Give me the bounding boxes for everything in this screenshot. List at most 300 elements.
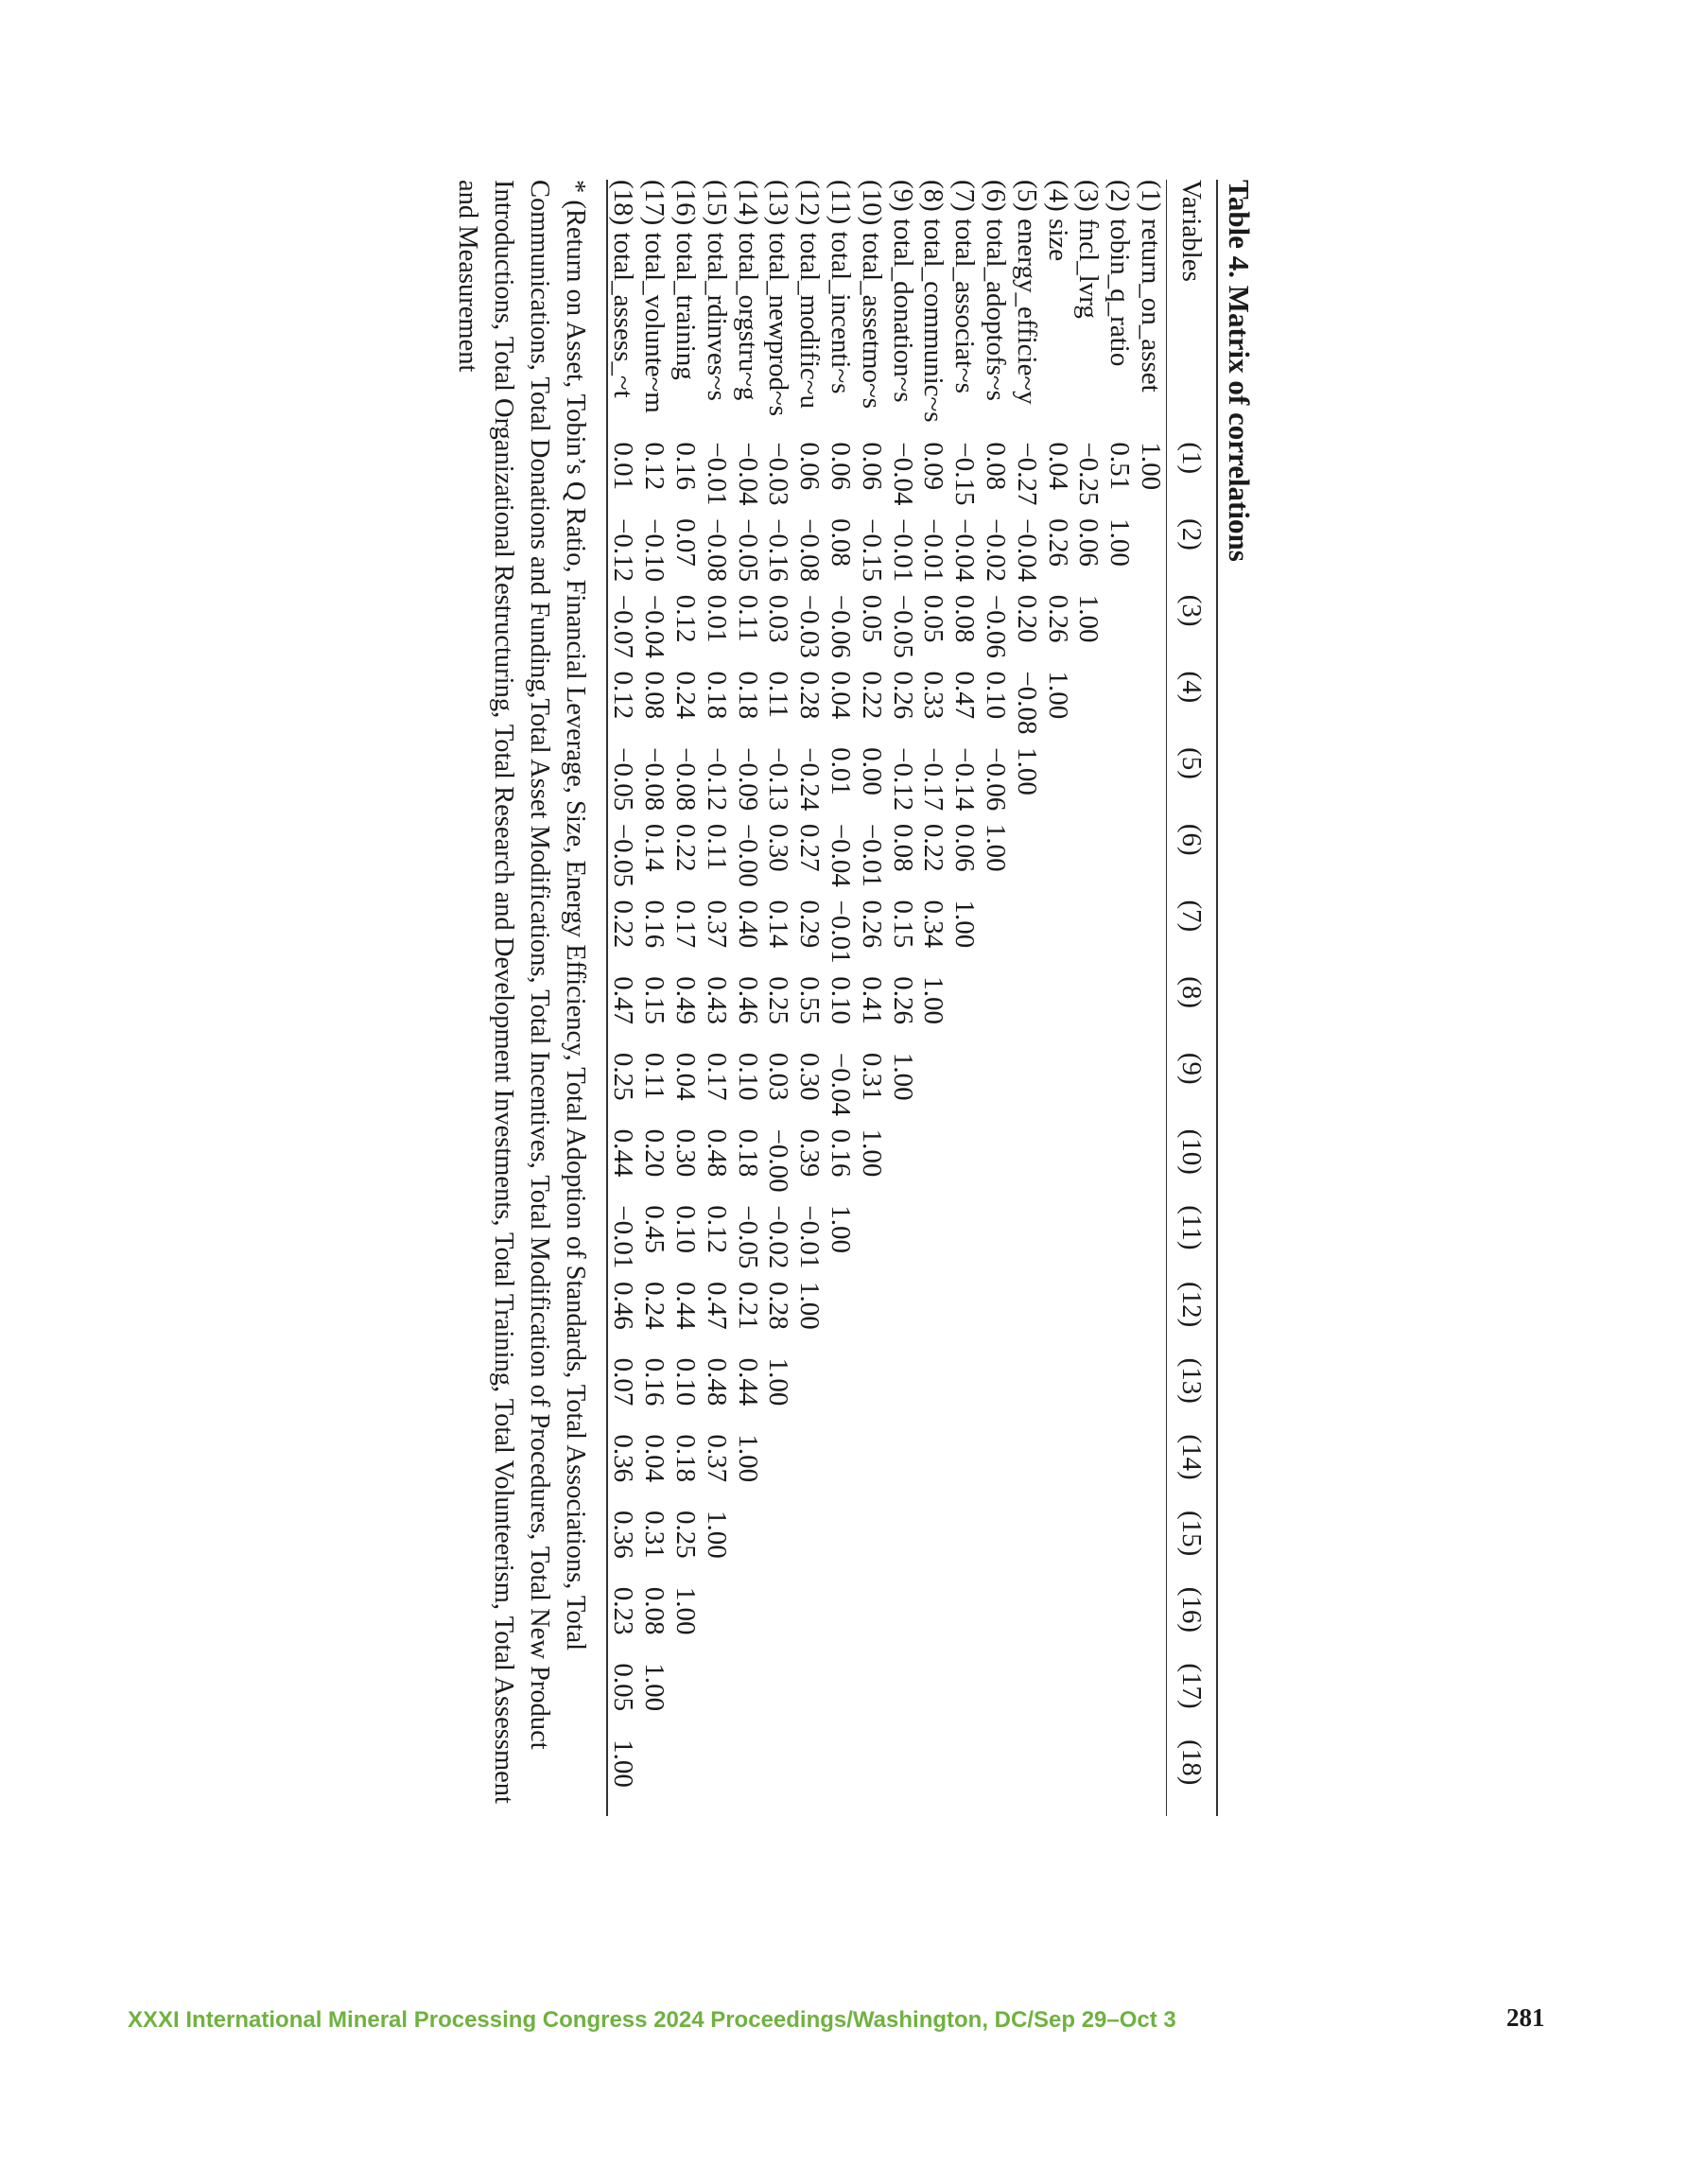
table-cell — [793, 1434, 825, 1511]
column-header: (16) — [1167, 1587, 1218, 1664]
table-cell — [1104, 1587, 1135, 1664]
table-cell: 1.00 — [763, 1357, 794, 1406]
table-cell: 0.01 — [826, 747, 857, 795]
table-cell: 0.18 — [701, 671, 732, 720]
table-cell: 0.25 — [607, 1053, 639, 1129]
table-cell — [980, 976, 1011, 1053]
table-cell — [1135, 595, 1166, 672]
table-cell: 0.47 — [701, 1281, 732, 1330]
table-cell: 0.08 — [639, 671, 670, 720]
table-cell — [887, 1739, 918, 1816]
table-cell — [825, 1358, 856, 1435]
table-cell — [856, 1739, 887, 1816]
row-label: (2) tobin_q_ratio — [1104, 180, 1136, 367]
table-cell — [701, 1739, 732, 1816]
row-label: (17) total_volunte~m — [639, 180, 670, 413]
table-cell — [732, 1663, 763, 1739]
table-cell: −0.00 — [763, 1128, 794, 1193]
table-cell: −0.02 — [981, 518, 1012, 583]
table-cell: 0.12 — [607, 671, 639, 747]
page-number: 281 — [1506, 2003, 1545, 2032]
table-cell — [1135, 1663, 1166, 1739]
table-cell — [1073, 1282, 1104, 1358]
table-cell: 0.12 — [670, 594, 702, 643]
table-cell: 0.26 — [856, 900, 887, 949]
table-cell — [1011, 1587, 1042, 1664]
table-cell: 0.06 — [856, 442, 887, 491]
table-cell — [980, 1358, 1011, 1435]
table-cell: −0.09 — [732, 747, 763, 812]
table-cell: −0.12 — [701, 747, 732, 812]
table-cell — [1104, 1282, 1135, 1358]
table-cell: 0.04 — [826, 671, 857, 720]
table-cell — [1135, 671, 1166, 747]
table-cell — [1042, 1129, 1073, 1206]
table-cell — [918, 1129, 949, 1206]
table-cell: 0.01 — [607, 442, 639, 518]
table-cell: 0.26 — [887, 976, 918, 1024]
table-cell — [1104, 1663, 1135, 1739]
table-cell: 0.37 — [701, 1434, 732, 1483]
table-cell: 0.05 — [607, 1663, 639, 1739]
table-cell — [1011, 1358, 1042, 1435]
column-header: (3) — [1167, 595, 1218, 672]
table-cell — [887, 1358, 918, 1435]
table-cell: −0.01 — [887, 518, 918, 583]
table-cell: −0.07 — [607, 595, 639, 672]
table-cell — [1042, 900, 1073, 977]
table-cell — [763, 1587, 794, 1664]
table-cell — [825, 1282, 856, 1358]
table-cell: 0.22 — [856, 671, 887, 720]
table-cell — [887, 1587, 918, 1664]
table-cell: −0.06 — [826, 594, 857, 658]
column-header: (5) — [1167, 747, 1218, 824]
table-cell: 0.06 — [1073, 518, 1104, 567]
table-cell — [918, 1663, 949, 1739]
table-cell: 0.25 — [763, 976, 794, 1024]
column-header: (4) — [1167, 671, 1218, 747]
table-cell: −0.13 — [763, 747, 794, 812]
table-cell — [980, 1511, 1011, 1587]
column-header: (1) — [1167, 442, 1218, 518]
table-cell: 1.00 — [887, 1052, 918, 1101]
table-cell — [793, 1663, 825, 1739]
table-cell — [887, 1129, 918, 1206]
table-body — [607, 180, 1167, 1816]
table-cell: 0.03 — [763, 1052, 794, 1101]
table-cell — [1011, 900, 1042, 977]
table-cell — [1042, 1511, 1073, 1587]
table-row — [1135, 180, 1166, 1816]
table-cell — [1135, 976, 1166, 1053]
table-cell: 1.00 — [670, 1586, 702, 1635]
table-cell — [1042, 824, 1073, 900]
table-cell: 1.00 — [1136, 442, 1166, 491]
table-cell: 0.06 — [826, 442, 857, 491]
table-cell: 1.00 — [1073, 594, 1104, 643]
table-cell — [1042, 1434, 1073, 1511]
column-header: (14) — [1167, 1434, 1218, 1511]
table-cell: 1.00 — [949, 900, 981, 949]
table-cell — [701, 1663, 732, 1739]
table-cell — [948, 976, 980, 1053]
table-cell: −0.04 — [826, 1052, 857, 1116]
variables-header: Variables — [1167, 180, 1218, 442]
table-cell: −0.05 — [607, 747, 639, 824]
table-cell — [980, 1739, 1011, 1816]
table-cell — [793, 1587, 825, 1664]
table-cell — [1135, 1205, 1166, 1282]
table-cell — [825, 1587, 856, 1664]
table-cell: 0.14 — [763, 900, 794, 949]
row-label: (8) total_communic~s — [918, 180, 949, 423]
table-cell — [1135, 1282, 1166, 1358]
table-cell: −0.25 — [1073, 442, 1104, 506]
row-label: (18) total_assess_~t — [607, 180, 639, 442]
table-cell: −0.04 — [732, 442, 763, 506]
table-cell — [856, 1358, 887, 1435]
table-cell: 0.45 — [639, 1205, 670, 1254]
table-cell: −0.10 — [639, 518, 670, 583]
table-cell: 0.30 — [763, 823, 794, 872]
table-cell — [1073, 1511, 1104, 1587]
table-cell: −0.05 — [887, 594, 918, 658]
table-cell — [701, 1587, 732, 1664]
table-cell: −0.04 — [887, 442, 918, 506]
table-cell — [1042, 747, 1073, 824]
row-label: (14) total_orgstru~g — [732, 180, 763, 401]
column-header: (8) — [1167, 976, 1218, 1053]
table-cell — [1073, 1129, 1104, 1206]
table-cell — [1135, 1434, 1166, 1511]
row-label: (4) size — [1042, 180, 1073, 262]
table-cell — [1073, 1205, 1104, 1282]
table-cell: 0.10 — [670, 1357, 702, 1406]
table-cell — [948, 1587, 980, 1664]
table-cell — [856, 1663, 887, 1739]
table-cell: 0.08 — [826, 518, 857, 567]
table-cell: −0.01 — [856, 823, 887, 887]
table-cell — [1135, 900, 1166, 977]
table-cell — [1104, 900, 1135, 977]
table-cell: −0.08 — [639, 747, 670, 812]
table-cell — [1073, 671, 1104, 747]
table-cell: 0.09 — [918, 442, 949, 491]
table-cell — [1011, 1739, 1042, 1816]
table-cell — [763, 1663, 794, 1739]
table-cell — [980, 1282, 1011, 1358]
table-cell: 0.15 — [639, 976, 670, 1024]
table-row — [607, 180, 639, 1816]
column-header: (6) — [1167, 824, 1218, 900]
table-cell — [1073, 976, 1104, 1053]
table-cell — [1042, 976, 1073, 1053]
table-cell — [1104, 824, 1135, 900]
table-cell — [1042, 1587, 1073, 1664]
row-label: (1) return_on_asset — [1136, 180, 1166, 393]
column-header: (10) — [1167, 1129, 1218, 1206]
table-cell: 0.48 — [701, 1128, 732, 1178]
table-cell: 0.07 — [670, 518, 702, 567]
table-cell: 0.26 — [1042, 518, 1073, 567]
table-cell: 0.20 — [639, 1128, 670, 1178]
table-cell — [670, 1739, 701, 1816]
table-cell — [670, 1663, 701, 1739]
table-cell: 1.00 — [856, 1128, 887, 1178]
table-cell — [1104, 1205, 1135, 1282]
table-cell — [918, 1358, 949, 1435]
table-cell — [856, 1434, 887, 1511]
column-header: (2) — [1167, 518, 1218, 595]
table-cell: 0.47 — [949, 671, 981, 720]
table-cell: 0.31 — [639, 1511, 670, 1559]
table-cell: 0.11 — [639, 1052, 670, 1100]
table-cell — [918, 1205, 949, 1282]
table-cell: 0.20 — [1011, 594, 1042, 643]
table-cell — [1104, 747, 1135, 824]
table-cell — [1073, 1358, 1104, 1435]
table-cell — [1073, 1587, 1104, 1664]
table-cell: −0.08 — [1011, 671, 1042, 735]
table-cell: 1.00 — [732, 1434, 763, 1483]
table-cell: 0.55 — [794, 976, 826, 1024]
row-label: (16) total_training — [670, 180, 702, 380]
table-cell: −0.15 — [856, 518, 887, 583]
table-cell: −0.02 — [763, 1205, 794, 1269]
row-label: (13) total_newprod~s — [763, 180, 794, 417]
table-cell: 0.51 — [1104, 442, 1136, 491]
table-row — [763, 180, 794, 1816]
table-cell: 0.21 — [732, 1281, 763, 1330]
table-cell: 0.18 — [732, 1128, 763, 1178]
table-cell — [1135, 747, 1166, 824]
table-cell — [793, 1358, 825, 1435]
table-cell: 0.17 — [670, 900, 702, 949]
table-cell: −0.06 — [981, 747, 1012, 812]
table-cell: 0.07 — [607, 1358, 639, 1435]
table-cell — [980, 1663, 1011, 1739]
table-cell: −0.04 — [949, 518, 981, 583]
table-cell: −0.12 — [887, 747, 918, 812]
table-cell: −0.01 — [918, 518, 949, 583]
table-cell: 0.23 — [607, 1587, 639, 1664]
table-cell: 0.22 — [670, 823, 702, 872]
table-cell: 0.18 — [732, 671, 763, 720]
table-cell: 0.11 — [701, 823, 732, 871]
table-cell — [1073, 824, 1104, 900]
table-cell — [918, 1511, 949, 1587]
column-header: (7) — [1167, 900, 1218, 977]
table-cell — [980, 1129, 1011, 1206]
table-cell — [1135, 1358, 1166, 1435]
table-cell — [1011, 1434, 1042, 1511]
table-cell — [825, 1663, 856, 1739]
table-cell — [948, 1129, 980, 1206]
table-cell — [1104, 1511, 1135, 1587]
table-cell: 0.11 — [732, 594, 763, 642]
table-cell — [1011, 1053, 1042, 1129]
table-cell: −0.24 — [794, 747, 826, 812]
table-cell: 0.04 — [639, 1434, 670, 1483]
table-cell — [918, 1587, 949, 1664]
table-cell — [918, 1739, 949, 1816]
table-cell: −0.05 — [732, 1205, 763, 1269]
table-cell: 0.39 — [794, 1128, 826, 1178]
table-cell — [1135, 1511, 1166, 1587]
table-cell — [1104, 595, 1135, 672]
table-row — [638, 180, 670, 1816]
table-cell — [1073, 1663, 1104, 1739]
table-cell: −0.04 — [1011, 518, 1042, 583]
correlation-table — [606, 180, 1218, 1816]
table-cell: 0.22 — [607, 900, 639, 977]
table-cell: 0.34 — [918, 900, 949, 949]
table-cell: −0.08 — [670, 747, 702, 812]
table-cell — [732, 1739, 763, 1816]
table-cell — [1135, 1587, 1166, 1664]
table-cell: 0.11 — [763, 671, 794, 719]
table-cell: 0.44 — [670, 1281, 702, 1330]
table-cell — [1135, 824, 1166, 900]
table-cell: 0.22 — [918, 823, 949, 872]
table-cell: −0.12 — [607, 518, 639, 595]
table-row — [825, 180, 856, 1816]
table-cell — [948, 1434, 980, 1511]
table-row — [918, 180, 949, 1816]
table-row — [980, 180, 1011, 1816]
table-cell — [1011, 1205, 1042, 1282]
table-cell: 0.15 — [887, 900, 918, 949]
table-footnote: * (Return on Asset, Tobin’s Q Ratio, Financial Leverage, Size, Energy Efficiency, Total Adoption of Standards, Total Associations, Total Communications, Total Donations and Funding,Total Asset Modifications, Total Incentives, Total Modification of Procedures, Total New Product Introductions, Total Organizational Restructuring, Total Research and Development Investments, Total Training, Total Volunteerism, Total Assessment and Measurement — [452, 180, 590, 1804]
table-cell — [1042, 1663, 1073, 1739]
table-row — [1042, 180, 1073, 1816]
table-cell: −0.27 — [1011, 442, 1042, 506]
table-cell: 0.12 — [639, 442, 670, 491]
table-cell — [948, 1053, 980, 1129]
table-cell — [793, 1739, 825, 1816]
table-cell — [1011, 1663, 1042, 1739]
table-cell — [887, 1511, 918, 1587]
column-header: (17) — [1167, 1663, 1218, 1739]
table-cell — [763, 1434, 794, 1511]
table-cell — [887, 1282, 918, 1358]
table-cell — [825, 1511, 856, 1587]
table-row — [887, 180, 918, 1816]
table-cell: −0.08 — [701, 518, 732, 583]
row-label: (10) total_assetmo~s — [856, 180, 887, 410]
table-cell — [1011, 824, 1042, 900]
table-cell — [763, 1739, 794, 1816]
table-header-row — [1167, 180, 1218, 1816]
table-cell: 0.08 — [949, 594, 981, 643]
table-cell — [1073, 1434, 1104, 1511]
table-cell — [1073, 1053, 1104, 1129]
table-cell: −0.08 — [794, 518, 826, 583]
table-cell — [948, 1358, 980, 1435]
table-cell — [948, 1282, 980, 1358]
table-cell — [948, 1205, 980, 1282]
table-cell — [1042, 1358, 1073, 1435]
table-cell — [887, 1434, 918, 1511]
table-cell: 0.17 — [701, 1052, 732, 1101]
table-cell: 0.28 — [763, 1281, 794, 1330]
table-cell: −0.06 — [981, 594, 1012, 658]
table-cell: 0.04 — [1042, 442, 1073, 491]
table-cell — [1104, 1739, 1135, 1816]
table-cell: 0.46 — [607, 1282, 639, 1358]
table-cell: 0.05 — [918, 594, 949, 643]
table-cell: 0.10 — [981, 671, 1012, 720]
table-cell: 0.06 — [949, 823, 981, 872]
table-cell: −0.01 — [607, 1205, 639, 1282]
table-cell: −0.15 — [949, 442, 981, 506]
table-cell — [732, 1511, 763, 1587]
table-cell: 1.00 — [1104, 518, 1136, 567]
table-cell: 0.44 — [607, 1129, 639, 1206]
table-cell: 0.27 — [794, 823, 826, 872]
table-cell: 0.06 — [794, 442, 826, 491]
table-cell: −0.00 — [732, 823, 763, 887]
table-cell: −0.01 — [794, 1205, 826, 1269]
table-cell — [1104, 1129, 1135, 1206]
table-cell — [1011, 976, 1042, 1053]
table-cell: 0.29 — [794, 900, 826, 949]
column-header: (13) — [1167, 1358, 1218, 1435]
table-cell: 0.01 — [701, 594, 732, 643]
table-cell — [887, 1663, 918, 1739]
table-cell: 0.08 — [887, 823, 918, 872]
table-cell: 1.00 — [607, 1739, 639, 1816]
row-label: (12) total_modific~u — [794, 180, 826, 409]
table-cell — [980, 1053, 1011, 1129]
row-label: (11) total_incenti~s — [826, 180, 857, 394]
table-cell — [1104, 1358, 1135, 1435]
table-cell: 0.43 — [701, 976, 732, 1024]
table-cell: 0.24 — [639, 1281, 670, 1330]
table-cell — [856, 1205, 887, 1282]
table-row — [701, 180, 732, 1816]
table-cell — [1011, 1282, 1042, 1358]
table-row — [793, 180, 825, 1816]
table-cell — [1135, 1053, 1166, 1129]
table-cell: 0.28 — [794, 671, 826, 720]
table-cell: −0.01 — [826, 900, 857, 964]
table-row — [1073, 180, 1104, 1816]
table-cell — [918, 1282, 949, 1358]
table-cell: 0.05 — [856, 594, 887, 643]
table-cell: 0.10 — [826, 976, 857, 1024]
table-cell: 0.03 — [763, 594, 794, 643]
table-cell: 0.16 — [639, 900, 670, 949]
table-cell — [1011, 1129, 1042, 1206]
column-header: (9) — [1167, 1053, 1218, 1129]
table-row — [948, 180, 980, 1816]
table-cell — [1042, 1282, 1073, 1358]
table-cell: 0.26 — [887, 671, 918, 720]
table-cell — [1135, 1739, 1166, 1816]
table-cell: 0.47 — [607, 976, 639, 1053]
table-cell: 1.00 — [826, 1205, 857, 1254]
table-cell: 1.00 — [639, 1663, 670, 1712]
table-cell: −0.03 — [763, 442, 794, 506]
column-header: (11) — [1167, 1205, 1218, 1282]
table-cell: 0.40 — [732, 900, 763, 949]
table-cell — [1135, 518, 1166, 595]
table-cell — [980, 900, 1011, 977]
table-cell — [1042, 1739, 1073, 1816]
table-cell: −0.05 — [732, 518, 763, 583]
